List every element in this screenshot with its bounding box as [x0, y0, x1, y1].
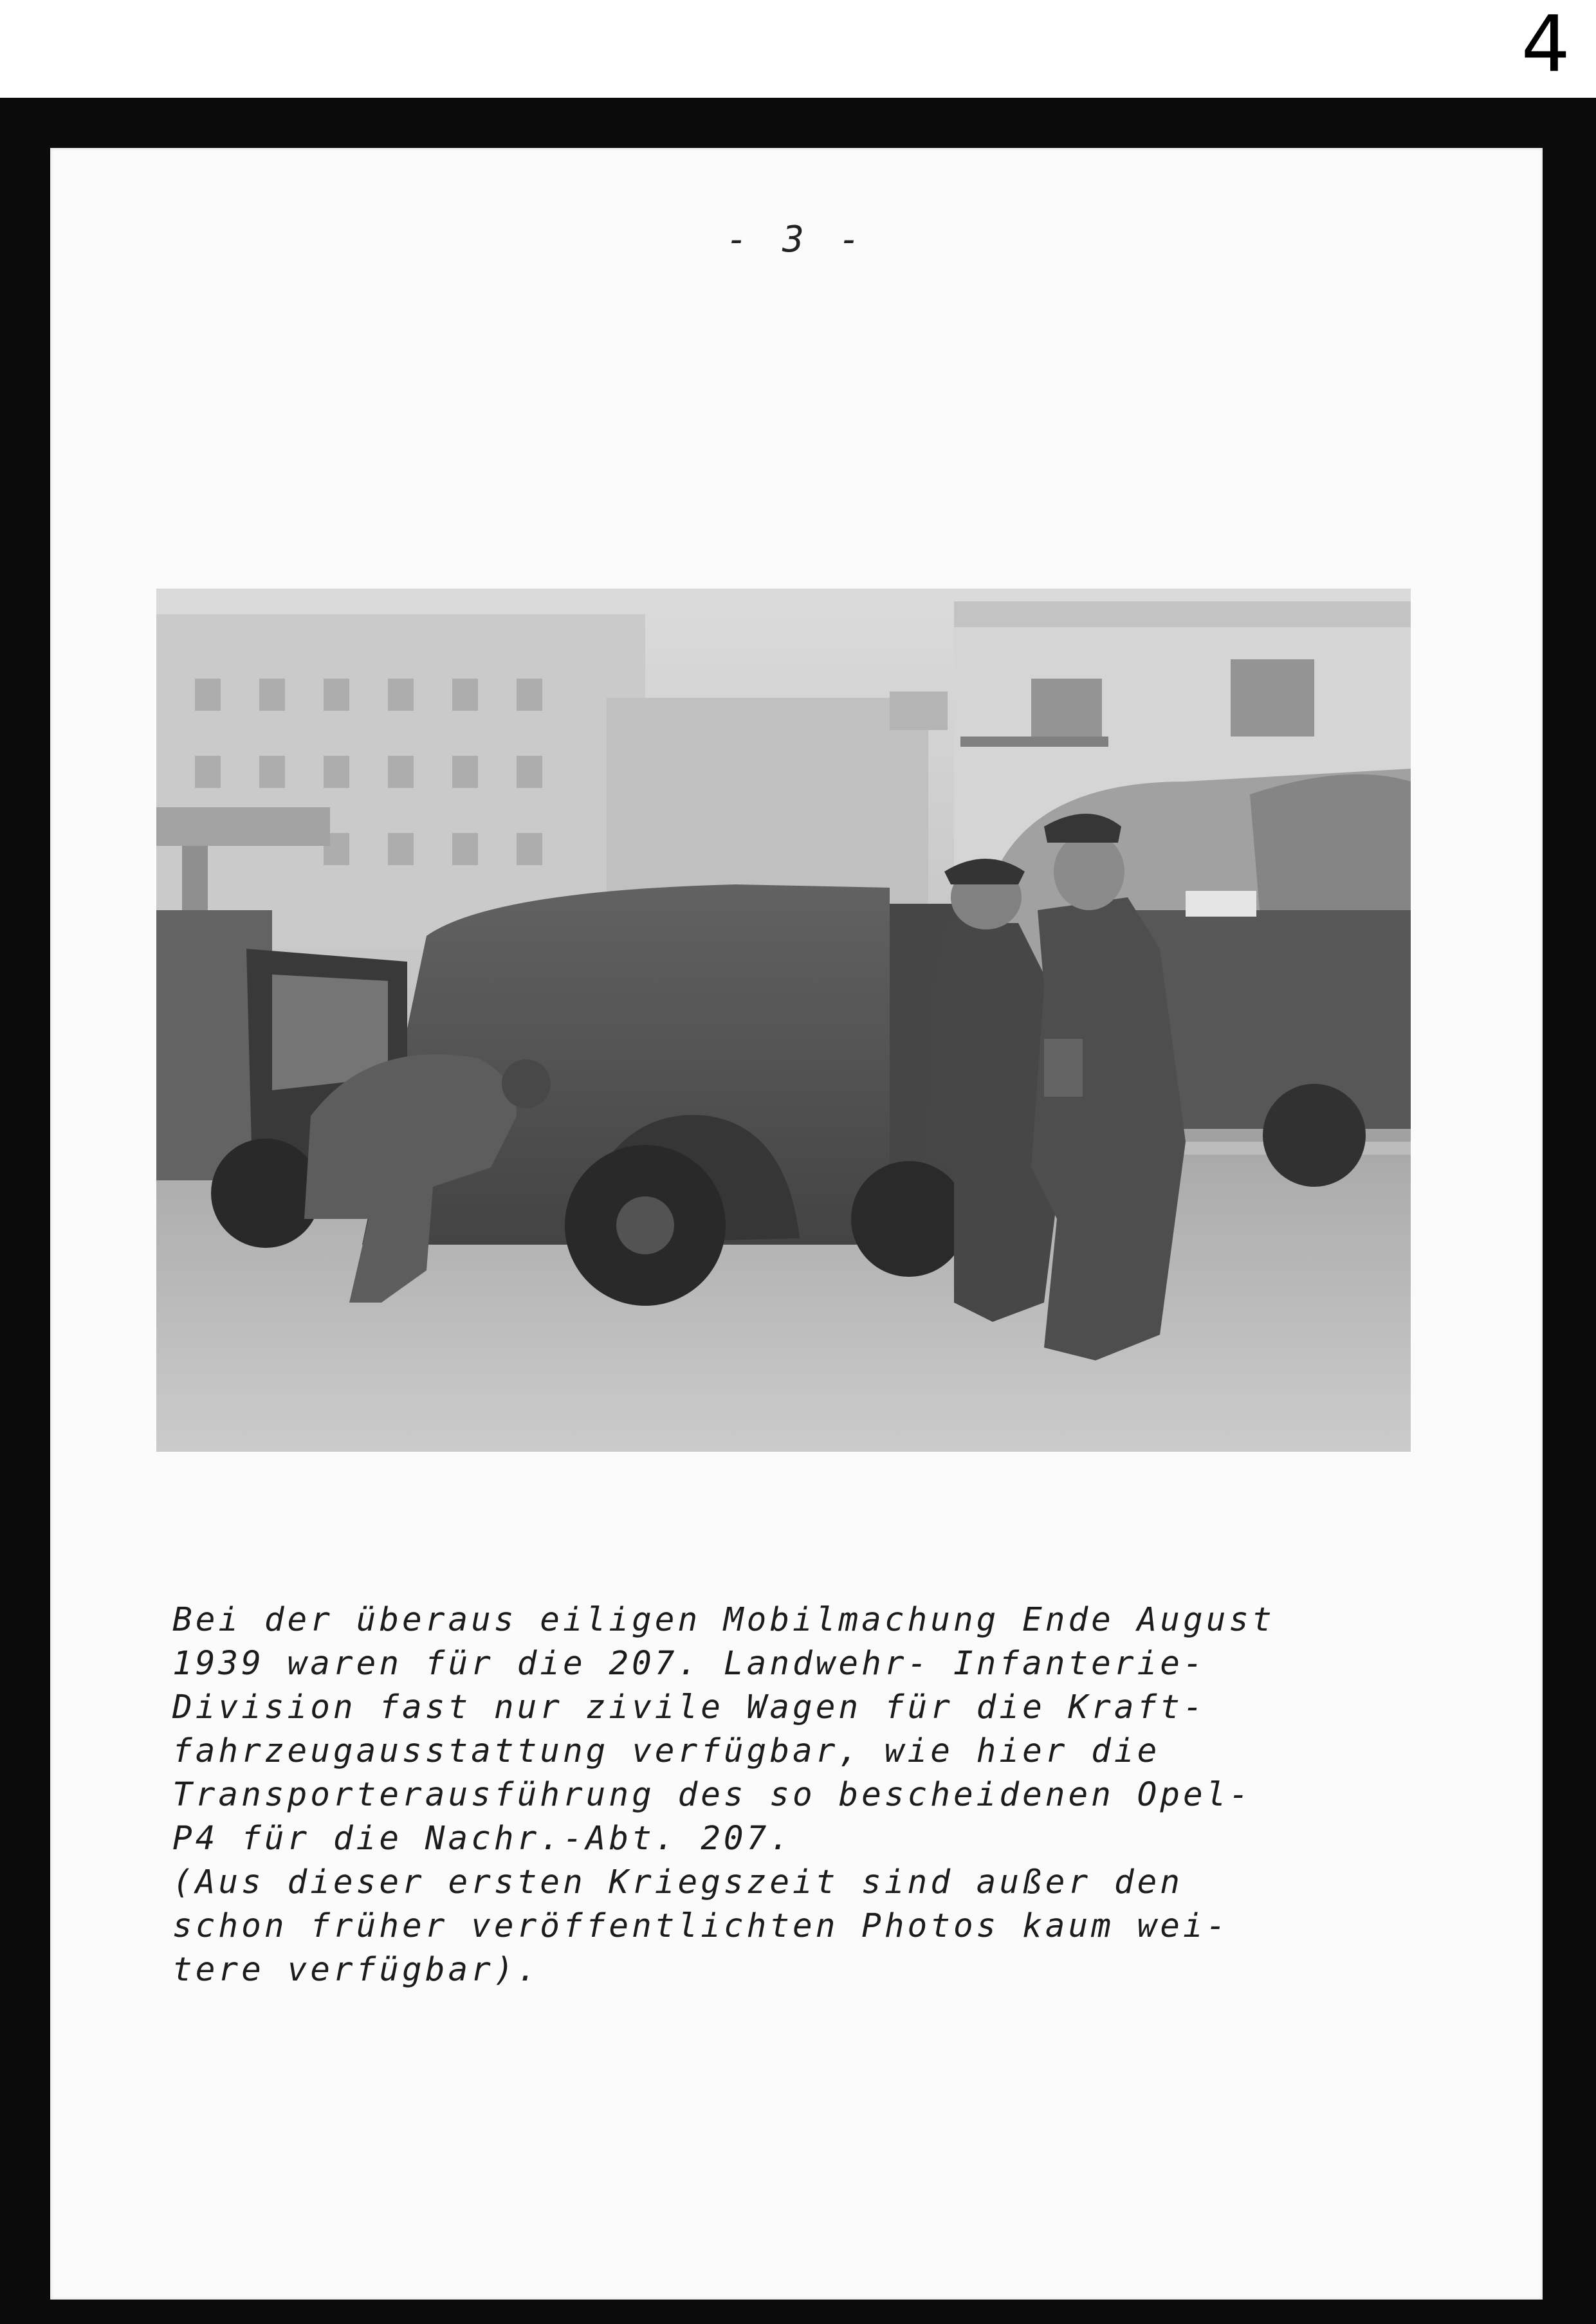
caption-line: Division fast nur zivile Wagen für die Kraft-: [172, 1688, 1206, 1726]
caption-line: Bei der überaus eiligen Mobilmachung Ende August: [172, 1601, 1275, 1639]
document-page: [50, 148, 1543, 2300]
caption-line: Transporterausführung des so bescheidenen Opel-: [172, 1776, 1252, 1814]
caption-line: (Aus dieser ersten Kriegszeit sind außer den: [172, 1863, 1184, 1901]
caption-line: schon früher veröffentlichten Photos kaum wei-: [172, 1907, 1229, 1945]
page-number: - 3 -: [726, 219, 867, 261]
caption-line: 1939 waren für die 207. Landwehr- Infanterie-: [172, 1645, 1206, 1683]
photo-caption: [172, 1598, 1472, 1992]
caption-line: tere verfügbar).: [172, 1951, 540, 1989]
photo-icon: [156, 589, 1411, 1452]
historical-photo: [156, 589, 1411, 1452]
scan-sheet-number: 4: [1521, 0, 1570, 89]
caption-line: P4 für die Nachr.-Abt. 207.: [172, 1820, 793, 1858]
caption-line: fahrzeugausstattung verfügbar, wie hier die: [172, 1732, 1160, 1770]
